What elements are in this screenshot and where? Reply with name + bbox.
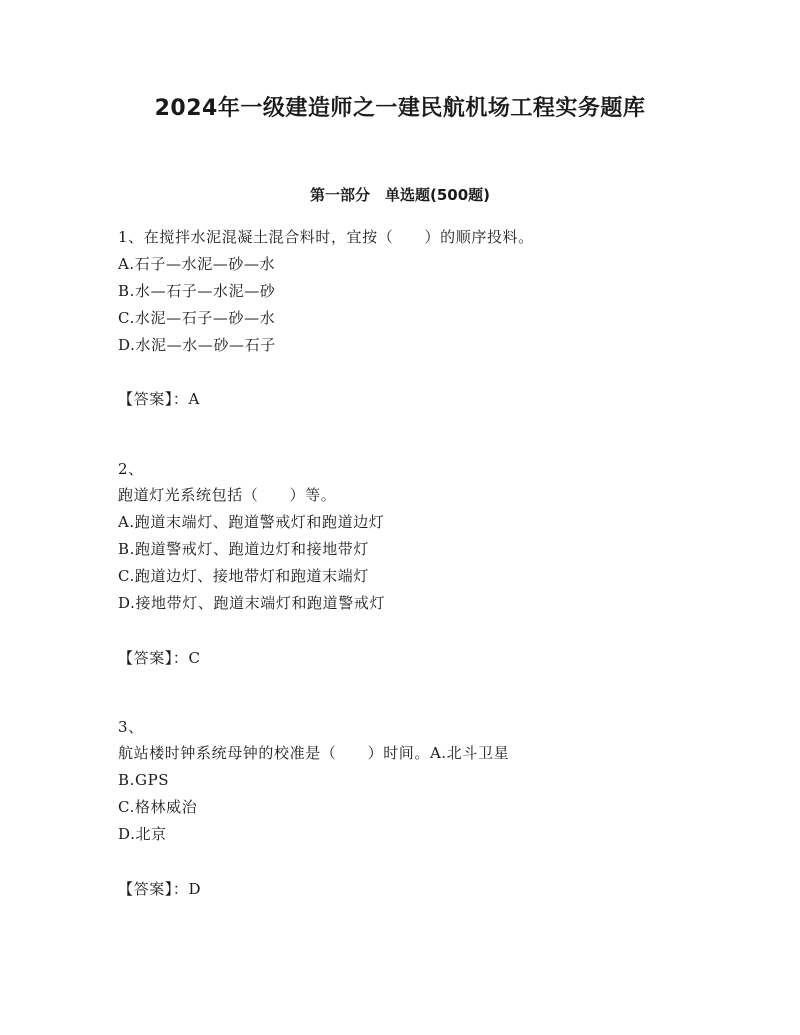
- question-2-number: 2、: [118, 460, 144, 478]
- question-1-answer: 【答案】：A: [118, 390, 200, 408]
- question-2-option-c: C.跑道边灯、接地带灯和跑道末端灯: [118, 567, 369, 585]
- question-3-number: 3、: [118, 718, 144, 736]
- question-2-answer: 【答案】：C: [118, 649, 201, 667]
- question-1-option-b: B.水—石子—水泥—砂: [118, 282, 276, 300]
- question-2-option-b: B.跑道警戒灯、跑道边灯和接地带灯: [118, 540, 369, 558]
- section-title: 第一部分 单选题(500题): [309, 186, 491, 204]
- question-1-option-d: D.水泥—水—砂—石子: [118, 336, 276, 354]
- page-title: 2024年一级建造师之一建民航机场工程实务题库: [154, 96, 646, 121]
- question-2-option-d: D.接地带灯、跑道末端灯和跑道警戒灯: [118, 594, 386, 612]
- question-1-option-c: C.水泥—石子—砂—水: [118, 309, 276, 327]
- question-2-stem: 跑道灯光系统包括（ ）等。: [118, 486, 337, 504]
- question-3-answer: 【答案】：D: [118, 880, 202, 898]
- question-3-option-d: D.北京: [118, 825, 167, 843]
- question-3-stem: 航站楼时钟系统母钟的校准是（ ）时间。A.北斗卫星: [118, 744, 510, 762]
- question-1-stem: 1、在搅拌水泥混凝土混合料时，宜按（ ）的顺序投料。: [118, 228, 534, 246]
- question-3-option-b: B.GPS: [118, 771, 170, 789]
- question-3-option-c: C.格林威治: [118, 798, 198, 816]
- question-1-option-a: A.石子—水泥—砂—水: [118, 255, 276, 273]
- question-2-option-a: A.跑道末端灯、跑道警戒灯和跑道边灯: [118, 513, 385, 531]
